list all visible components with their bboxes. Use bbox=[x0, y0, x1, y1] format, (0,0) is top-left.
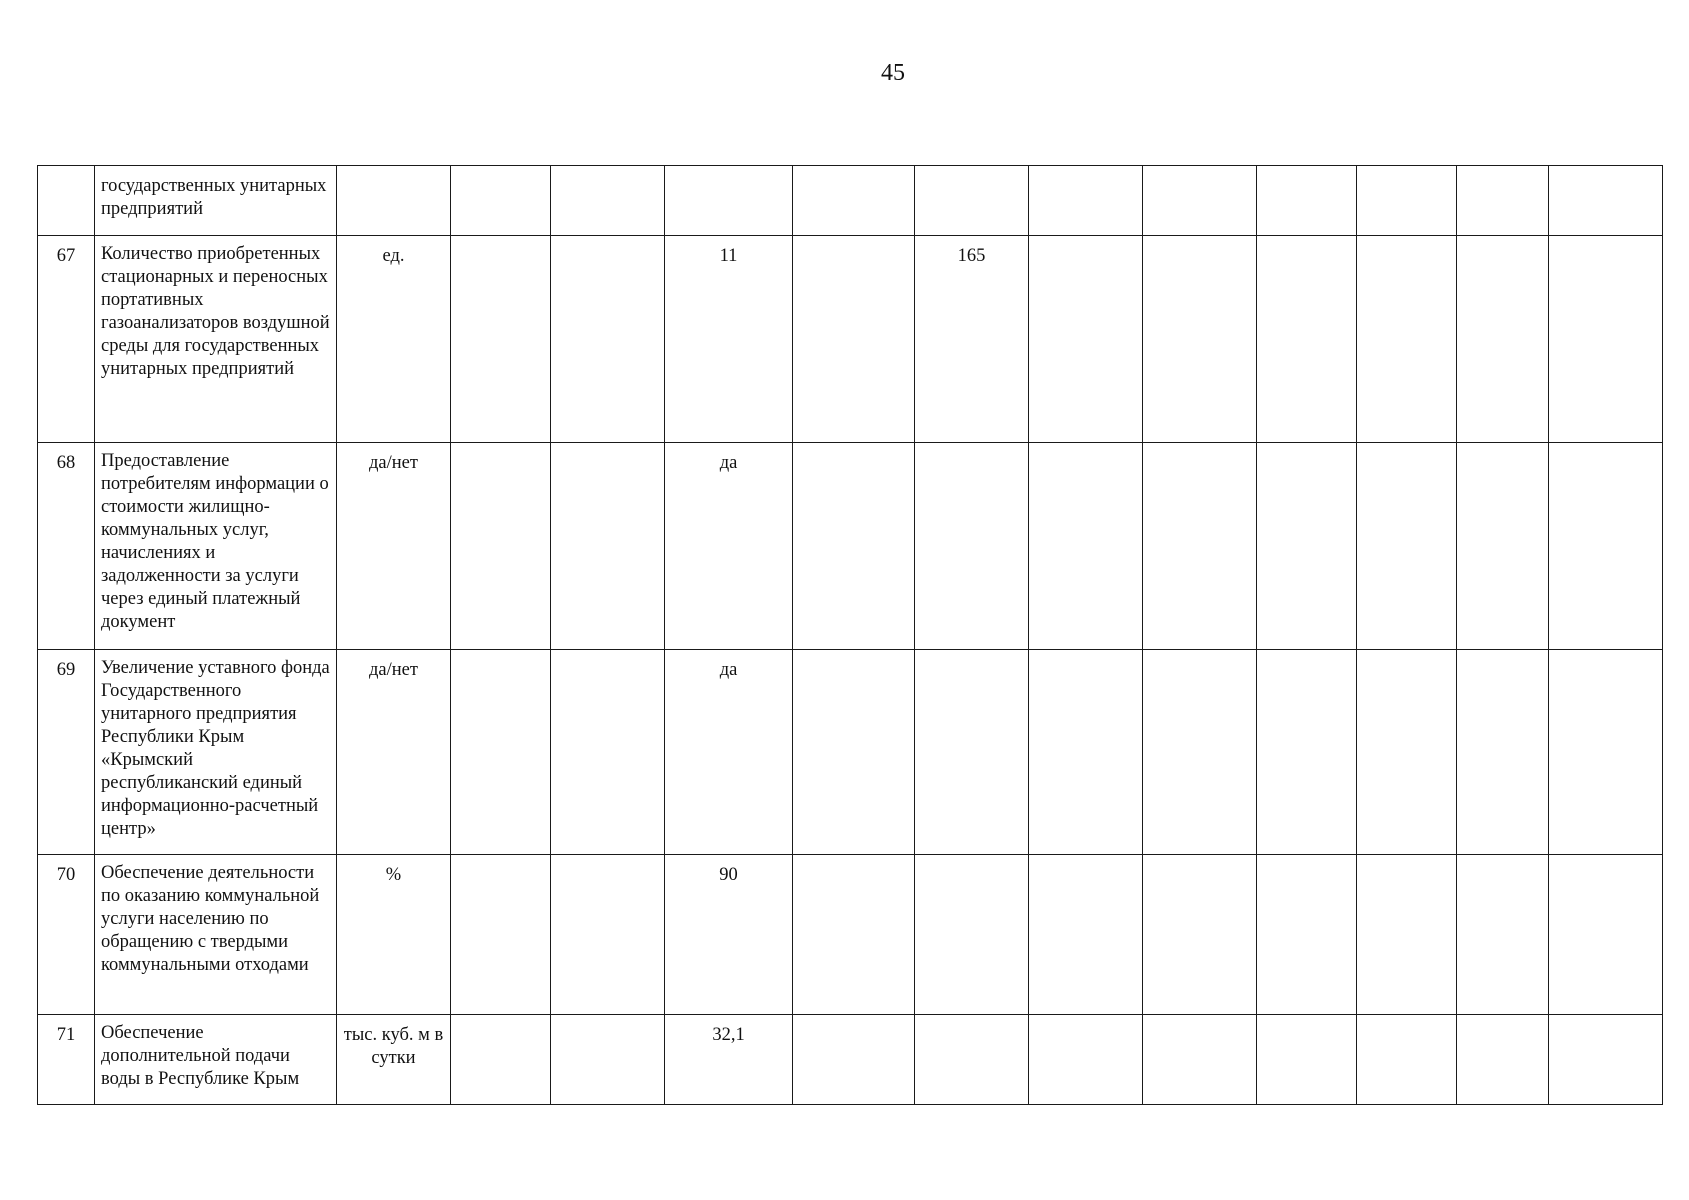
value-cell bbox=[1029, 443, 1143, 650]
value-cell bbox=[1257, 443, 1357, 650]
value-cell bbox=[1257, 166, 1357, 236]
row-number-cell: 69 bbox=[38, 650, 95, 855]
value-cell bbox=[1457, 166, 1549, 236]
value-cell bbox=[793, 855, 915, 1015]
row-number-cell: 68 bbox=[38, 443, 95, 650]
value-cell bbox=[1143, 443, 1257, 650]
value-cell bbox=[1549, 1015, 1663, 1105]
value-cell: 90 bbox=[665, 855, 793, 1015]
value-cell bbox=[1257, 855, 1357, 1015]
value-cell bbox=[1143, 1015, 1257, 1105]
value-cell bbox=[1549, 650, 1663, 855]
unit-cell: % bbox=[337, 855, 451, 1015]
value-cell bbox=[1257, 650, 1357, 855]
value-cell: 165 bbox=[915, 236, 1029, 443]
page-number: 45 bbox=[881, 60, 905, 86]
value-cell bbox=[1549, 236, 1663, 443]
table-row bbox=[38, 650, 1663, 855]
unit-cell: да/нет bbox=[337, 443, 451, 650]
table-body bbox=[38, 166, 1663, 1105]
table-row bbox=[38, 443, 1663, 650]
value-cell bbox=[1549, 443, 1663, 650]
value-cell bbox=[551, 166, 665, 236]
value-cell bbox=[1549, 855, 1663, 1015]
value-cell bbox=[665, 166, 793, 236]
value-cell: да bbox=[665, 443, 793, 650]
value-cell bbox=[1457, 443, 1549, 650]
indicator-name-cell: Предоставление потребителям информации о стоимости жилищно-коммунальных услуг, начислениях и задолженности за услуги через единый платежный документ bbox=[95, 443, 337, 650]
value-cell bbox=[915, 443, 1029, 650]
indicators-table bbox=[37, 165, 1663, 1105]
value-cell bbox=[1257, 236, 1357, 443]
value-cell bbox=[1357, 166, 1457, 236]
value-cell bbox=[1257, 1015, 1357, 1105]
value-cell bbox=[1457, 855, 1549, 1015]
indicator-name-cell: Увеличение уставного фонда Государственного унитарного предприятия Республики Крым «Крымский республиканский единый информационно-расчетный центр» bbox=[95, 650, 337, 855]
value-cell bbox=[1029, 650, 1143, 855]
value-cell bbox=[915, 855, 1029, 1015]
value-cell bbox=[1143, 855, 1257, 1015]
value-cell bbox=[915, 1015, 1029, 1105]
value-cell bbox=[1357, 650, 1457, 855]
row-number-cell: 70 bbox=[38, 855, 95, 1015]
indicator-name-cell: государственных унитарных предприятий bbox=[95, 166, 337, 236]
value-cell bbox=[551, 443, 665, 650]
value-cell bbox=[1457, 650, 1549, 855]
value-cell bbox=[1143, 166, 1257, 236]
value-cell bbox=[793, 236, 915, 443]
value-cell bbox=[1457, 236, 1549, 443]
unit-cell bbox=[337, 166, 451, 236]
value-cell bbox=[1357, 855, 1457, 1015]
value-cell bbox=[1357, 1015, 1457, 1105]
unit-cell: да/нет bbox=[337, 650, 451, 855]
value-cell bbox=[1029, 166, 1143, 236]
value-cell bbox=[551, 855, 665, 1015]
value-cell bbox=[1549, 166, 1663, 236]
indicator-name-cell: Обеспечение дополнительной подачи воды в Республике Крым bbox=[95, 1015, 337, 1105]
value-cell bbox=[551, 650, 665, 855]
indicator-name-cell: Обеспечение деятельности по оказанию коммунальной услуги населению по обращению с твердыми коммунальными отходами bbox=[95, 855, 337, 1015]
value-cell bbox=[451, 1015, 551, 1105]
value-cell: да bbox=[665, 650, 793, 855]
value-cell bbox=[793, 166, 915, 236]
value-cell bbox=[1357, 236, 1457, 443]
value-cell bbox=[451, 166, 551, 236]
table-row bbox=[38, 855, 1663, 1015]
value-cell bbox=[551, 236, 665, 443]
table-row bbox=[38, 1015, 1663, 1105]
indicator-name-cell: Количество приобретенных стационарных и переносных портативных газоанализаторов воздушной среды для государственных унитарных предприятий bbox=[95, 236, 337, 443]
value-cell bbox=[1029, 1015, 1143, 1105]
value-cell: 32,1 bbox=[665, 1015, 793, 1105]
value-cell bbox=[793, 650, 915, 855]
value-cell bbox=[793, 443, 915, 650]
value-cell bbox=[1029, 236, 1143, 443]
row-number-cell bbox=[38, 166, 95, 236]
value-cell bbox=[451, 855, 551, 1015]
row-number-cell: 67 bbox=[38, 236, 95, 443]
table-row bbox=[38, 236, 1663, 443]
value-cell bbox=[1357, 443, 1457, 650]
value-cell bbox=[1457, 1015, 1549, 1105]
value-cell bbox=[451, 236, 551, 443]
value-cell: 11 bbox=[665, 236, 793, 443]
value-cell bbox=[451, 650, 551, 855]
table-row bbox=[38, 166, 1663, 236]
value-cell bbox=[915, 650, 1029, 855]
unit-cell: тыс. куб. м в сутки bbox=[337, 1015, 451, 1105]
value-cell bbox=[793, 1015, 915, 1105]
value-cell bbox=[451, 443, 551, 650]
row-number-cell: 71 bbox=[38, 1015, 95, 1105]
value-cell bbox=[1143, 650, 1257, 855]
value-cell bbox=[1143, 236, 1257, 443]
value-cell bbox=[915, 166, 1029, 236]
value-cell bbox=[1029, 855, 1143, 1015]
unit-cell: ед. bbox=[337, 236, 451, 443]
value-cell bbox=[551, 1015, 665, 1105]
